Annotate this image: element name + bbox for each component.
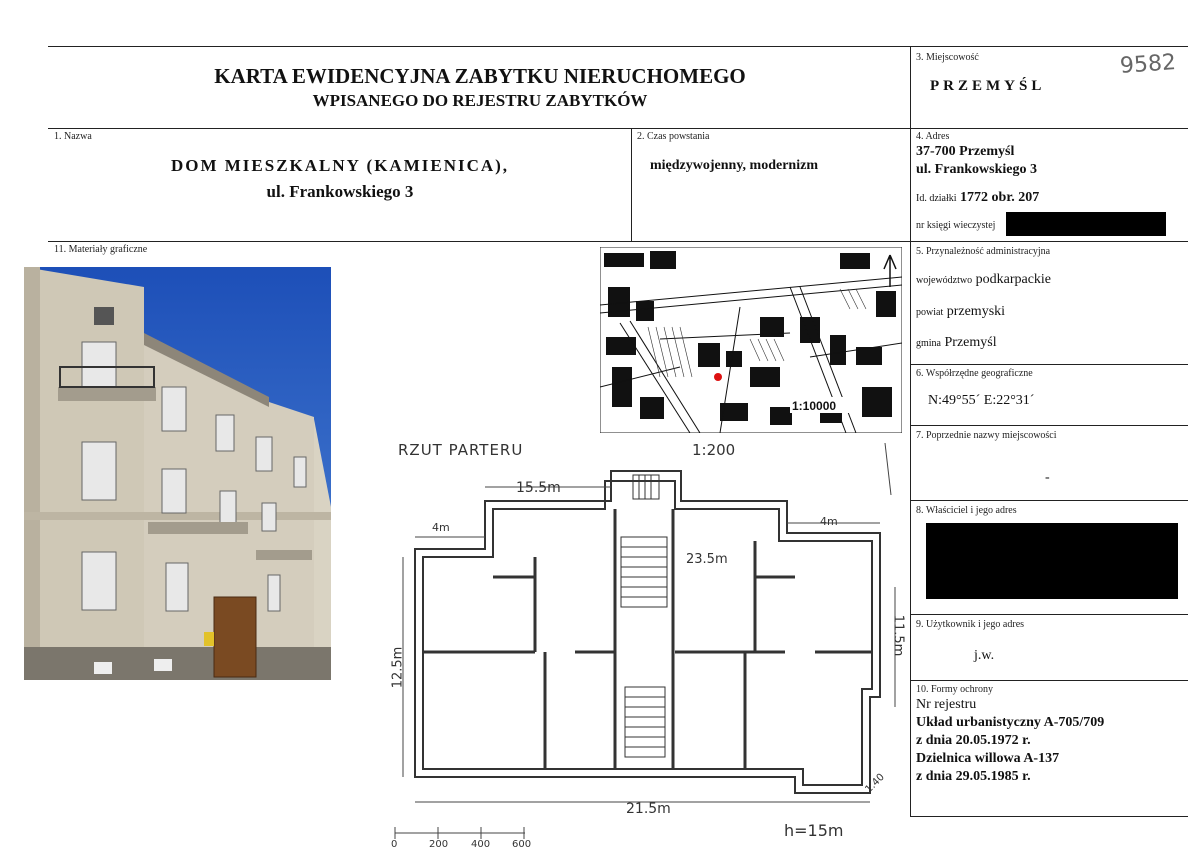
field-4-label: 4. Adres — [916, 131, 950, 142]
commune-row — [916, 335, 997, 351]
register-label: Nr rejestru — [916, 697, 977, 712]
location-map — [600, 247, 902, 433]
scalebar-0: 0 — [391, 839, 398, 850]
monument-name: DOM MIESZKALNY (KAMIENICA), — [170, 156, 510, 175]
field-3-label: 3. Miejscowość — [916, 52, 979, 63]
county-row — [916, 304, 1005, 320]
previous-names-value: - — [1045, 470, 1050, 485]
scalebar-400: 400 — [471, 839, 491, 850]
coordinates-value: N:49°55´ E:22°31´ — [928, 393, 1035, 408]
address-line2: ul. Frankowskiego 3 — [916, 162, 1037, 177]
building-photo — [24, 267, 331, 680]
field-11-label: 11. Materiały graficzne — [54, 244, 148, 255]
dimension-right: 11.5m — [890, 614, 906, 657]
owner-redaction — [926, 523, 1178, 599]
dimension-left-small: 4m — [432, 521, 450, 534]
map-scale-text: 1:10000 — [792, 399, 837, 413]
land-register-label: nr księgi wieczystej — [916, 220, 996, 231]
construction-period: międzywojenny, modernizm — [650, 158, 818, 173]
document-title: KARTA EWIDENCYJNA ZABYTKU NIERUCHOMEGO — [214, 64, 746, 88]
plot-value: 1772 obr. 207 — [960, 190, 1040, 205]
commune-value: Przemyśl — [944, 335, 997, 350]
building-height: h=15m — [784, 821, 844, 840]
dimension-left: 12.5m — [390, 646, 406, 689]
field-8-label: 8. Właściciel i jego adres — [916, 505, 1017, 516]
plan-title: RZUT PARTERU — [398, 441, 524, 459]
field-5-label: 5. Przynależność administracyjna — [916, 246, 1051, 257]
voivodeship-value: podkarpackie — [975, 272, 1052, 287]
scalebar-600: 600 — [512, 839, 532, 850]
field-2-label: 2. Czas powstania — [637, 131, 710, 142]
dimension-bottom: 21.5m — [626, 801, 671, 817]
plot-id — [916, 190, 1039, 206]
dimension-inner: 23.5m — [686, 552, 728, 567]
floor-plan — [375, 437, 910, 845]
protection-line4: Dzielnica willowa A-137 — [916, 751, 1060, 766]
voivodeship-row — [916, 272, 1051, 288]
scalebar-200: 200 — [429, 839, 449, 850]
locality-value: PRZEMYŚL — [930, 78, 1046, 94]
dimension-top: 15.5m — [516, 480, 561, 496]
handwritten-number: 9582 — [1119, 50, 1177, 79]
monument-street: ul. Frankowskiego 3 — [266, 182, 414, 201]
county-label: powiat — [916, 307, 944, 318]
field-1-label: 1. Nazwa — [54, 131, 92, 142]
dimension-right-small: 4m — [820, 515, 838, 528]
field-6-label: 6. Współrzędne geograficzne — [916, 368, 1033, 379]
redaction-block — [1006, 212, 1166, 236]
field-10-label: 10. Formy ochrony — [916, 684, 993, 695]
address-line1: 37-700 Przemyśl — [916, 144, 1015, 159]
protection-line5: z dnia 29.05.1985 r. — [916, 769, 1031, 784]
field-7-label: 7. Poprzednie nazwy miejscowości — [916, 430, 1057, 441]
plan-scale: 1:200 — [692, 441, 736, 459]
protection-line3: z dnia 20.05.1972 r. — [916, 733, 1031, 748]
voivodeship-label: województwo — [916, 275, 973, 286]
dimension-corner: 1.40 — [863, 771, 887, 796]
protection-line2: Układ urbanistyczny A-705/709 — [916, 715, 1105, 730]
field-9-label: 9. Użytkownik i jego adres — [916, 619, 1025, 630]
document-subtitle: WPISANEGO DO REJESTRU ZABYTKÓW — [312, 91, 648, 110]
plot-label: Id. działki — [916, 193, 957, 204]
user-value: j.w. — [974, 648, 995, 663]
county-value: przemyski — [946, 304, 1006, 319]
commune-label: gmina — [916, 338, 941, 349]
